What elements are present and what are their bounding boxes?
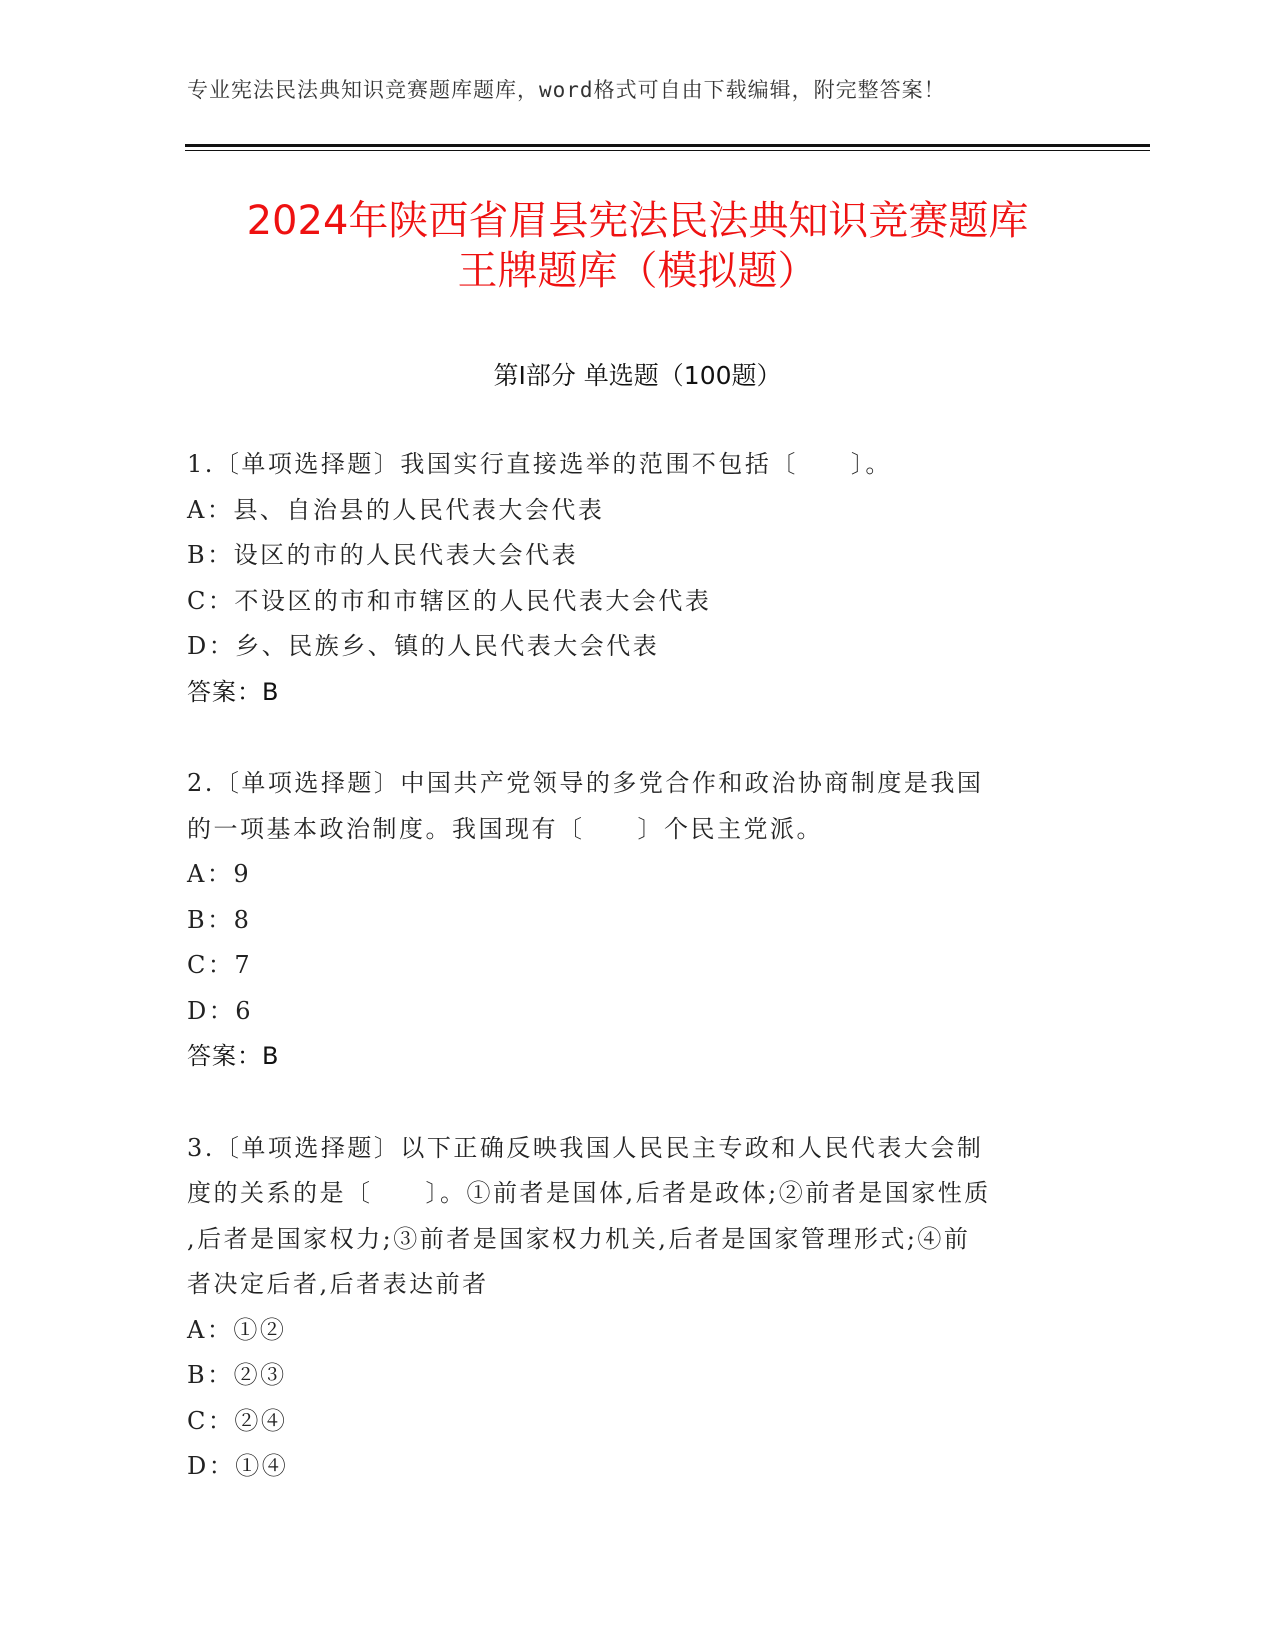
option-d: D：乡、民族乡、镇的人民代表大会代表 [187,632,660,660]
question-list [187,442,1077,1536]
header-note: 专业宪法民法典知识竞赛题库题库，word格式可自由下载编辑，附完整答案！ [187,78,946,102]
option-b: B：②③ [187,1361,287,1389]
question-stem: 2.〔单项选择题〕中国共产党领导的多党合作和政治协商制度是我国 [187,769,984,797]
question-item [187,1126,1077,1490]
option-a: A：①② [187,1315,287,1344]
question-stem: 者决定后者,后者表达前者 [187,1270,489,1298]
option-a: A：9 [187,860,252,888]
header-divider-thin [185,150,1150,151]
header-divider-thick [185,144,1150,147]
option-d: D：①④ [187,1452,289,1480]
question-item [187,761,1077,1080]
question-item [187,442,1077,715]
option-c: C：②④ [187,1406,288,1435]
document-title [0,196,1275,296]
question-stem: ,后者是国家权力;③前者是国家权力机关,后者是国家管理形式;④前 [187,1224,971,1253]
answer-line: 答案：B [187,1042,280,1070]
question-stem: 度的关系的是〔 〕。①前者是国体,后者是政体;②前者是国家性质 [187,1179,991,1207]
option-d: D：6 [187,996,254,1025]
question-stem: 的一项基本政治制度。我国现有〔 〕个民主党派。 [187,814,823,843]
document-title-line-2: 王牌题库（模拟题） [457,248,818,294]
option-b: B：8 [187,905,252,934]
document-title-line-1: 2024年陕西省眉县宪法民法典知识竞赛题库 [246,198,1029,244]
option-c: C：7 [187,951,253,979]
option-b: B：设区的市的人民代表大会代表 [187,541,579,569]
question-stem: 1.〔单项选择题〕我国实行直接选举的范围不包括〔 〕。 [187,450,892,478]
answer-line: 答案：B [187,677,280,706]
option-c: C：不设区的市和市辖区的人民代表大会代表 [187,586,712,615]
section-heading: 第Ⅰ部分 单选题（100题） [493,361,782,390]
question-stem: 3.〔单项选择题〕以下正确反映我国人民民主专政和人民代表大会制 [187,1133,984,1162]
option-a: A：县、自治县的人民代表大会代表 [187,495,605,524]
